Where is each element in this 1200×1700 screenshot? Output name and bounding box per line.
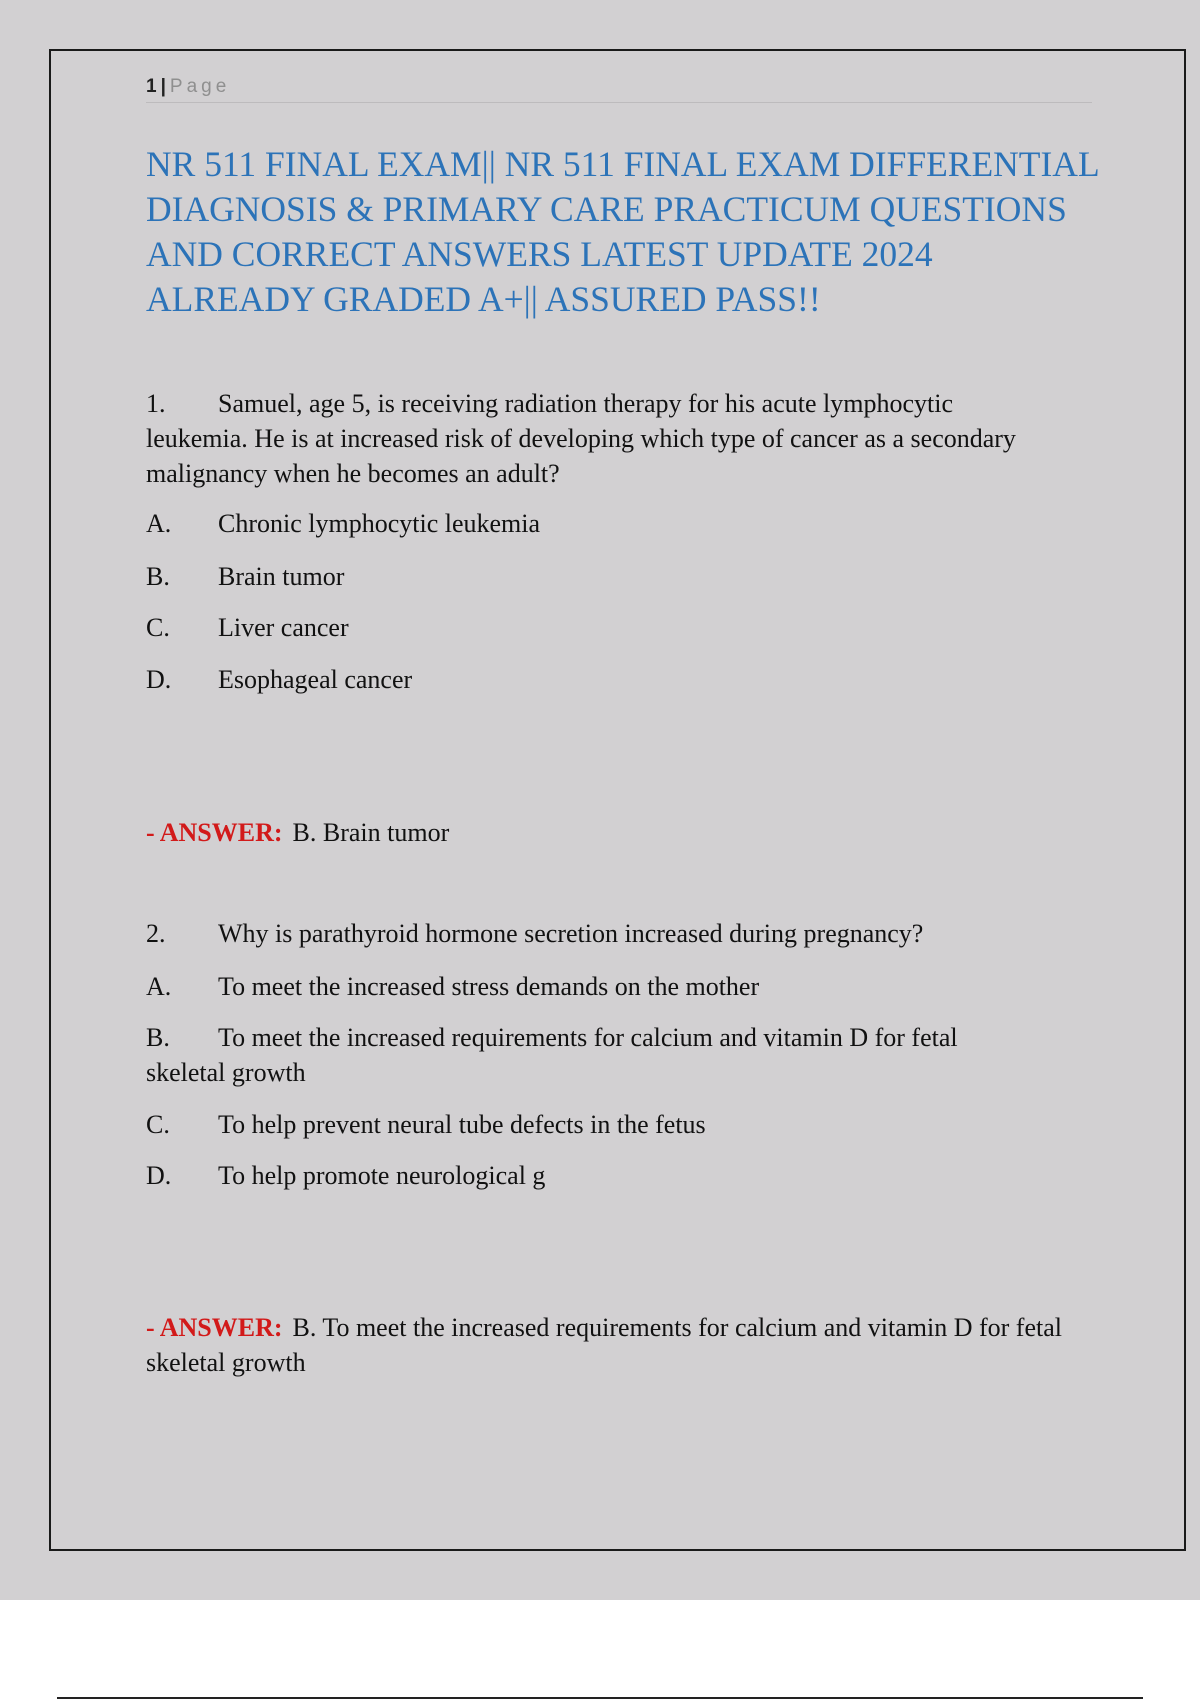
question-1-option-a xyxy=(146,506,1106,541)
option-letter: A. xyxy=(146,972,172,1001)
option-text: To meet the increased stress demands on the mother xyxy=(218,972,760,1001)
question-1-option-b xyxy=(146,559,1106,594)
question-2 xyxy=(146,916,1106,951)
answer-label: - ANSWER: xyxy=(146,818,283,847)
question-number: 2. xyxy=(146,919,166,948)
page-number: 1 xyxy=(146,76,157,97)
option-text: To help promote neurological g xyxy=(218,1161,546,1190)
option-text: To help prevent neural tube defects in the fetus xyxy=(218,1110,706,1139)
option-letter: A. xyxy=(146,509,172,538)
question-2-option-d xyxy=(146,1158,1106,1193)
option-letter: B. xyxy=(146,562,170,591)
page-header xyxy=(146,72,1092,103)
question-1-option-d xyxy=(146,662,1106,697)
answer-text: B. Brain tumor xyxy=(292,818,450,847)
option-text: To meet the increased requirements for calcium and vitamin D for fetal xyxy=(218,1023,958,1052)
question-1-answer xyxy=(146,815,1106,850)
option-letter: D. xyxy=(146,665,172,694)
question-1-stem xyxy=(146,386,1106,421)
question-1 xyxy=(146,386,1106,491)
option-letter: C. xyxy=(146,613,170,642)
question-2-answer xyxy=(146,1310,1106,1380)
question-text: Samuel, age 5, is receiving radiation therapy for his acute lymphocytic xyxy=(218,389,953,418)
document-title: NR 511 FINAL EXAM|| NR 511 FINAL EXAM DIFFERENTIAL DIAGNOSIS & PRIMARY CARE PRACTICUM QUESTIONS AND CORRECT ANSWERS LATEST UPDATE 2024 ALREADY GRADED A+|| ASSURED PASS!! xyxy=(146,144,1099,319)
option-text: Chronic lymphocytic leukemia xyxy=(218,509,541,538)
option-letter: D. xyxy=(146,1161,172,1190)
option-text: Esophageal cancer xyxy=(218,665,413,694)
question-2-option-c xyxy=(146,1107,1106,1142)
question-2-option-a xyxy=(146,969,1106,1004)
answer-text: B. To meet the increased requirements for calcium and vitamin D for fetal skeletal growth xyxy=(146,1313,1062,1377)
page-word: Page xyxy=(169,76,231,97)
option-letter: B. xyxy=(146,1023,170,1052)
question-1-option-c xyxy=(146,610,1106,645)
question-1-stem-continued: leukemia. He is at increased risk of developing which type of cancer as a secondary malignancy when he becomes an adult? xyxy=(146,424,1016,488)
question-text: Why is parathyroid hormone secretion increased during pregnancy? xyxy=(218,919,924,948)
question-number: 1. xyxy=(146,389,166,418)
answer-label: - ANSWER: xyxy=(146,1313,283,1342)
option-letter: C. xyxy=(146,1110,170,1139)
question-2-option-b xyxy=(146,1020,1106,1090)
page-separator: | xyxy=(160,76,166,97)
option-text: Brain tumor xyxy=(218,562,345,591)
option-text-continued: skeletal growth xyxy=(146,1058,306,1087)
footer-rule xyxy=(57,1697,1143,1699)
option-text: Liver cancer xyxy=(218,613,349,642)
